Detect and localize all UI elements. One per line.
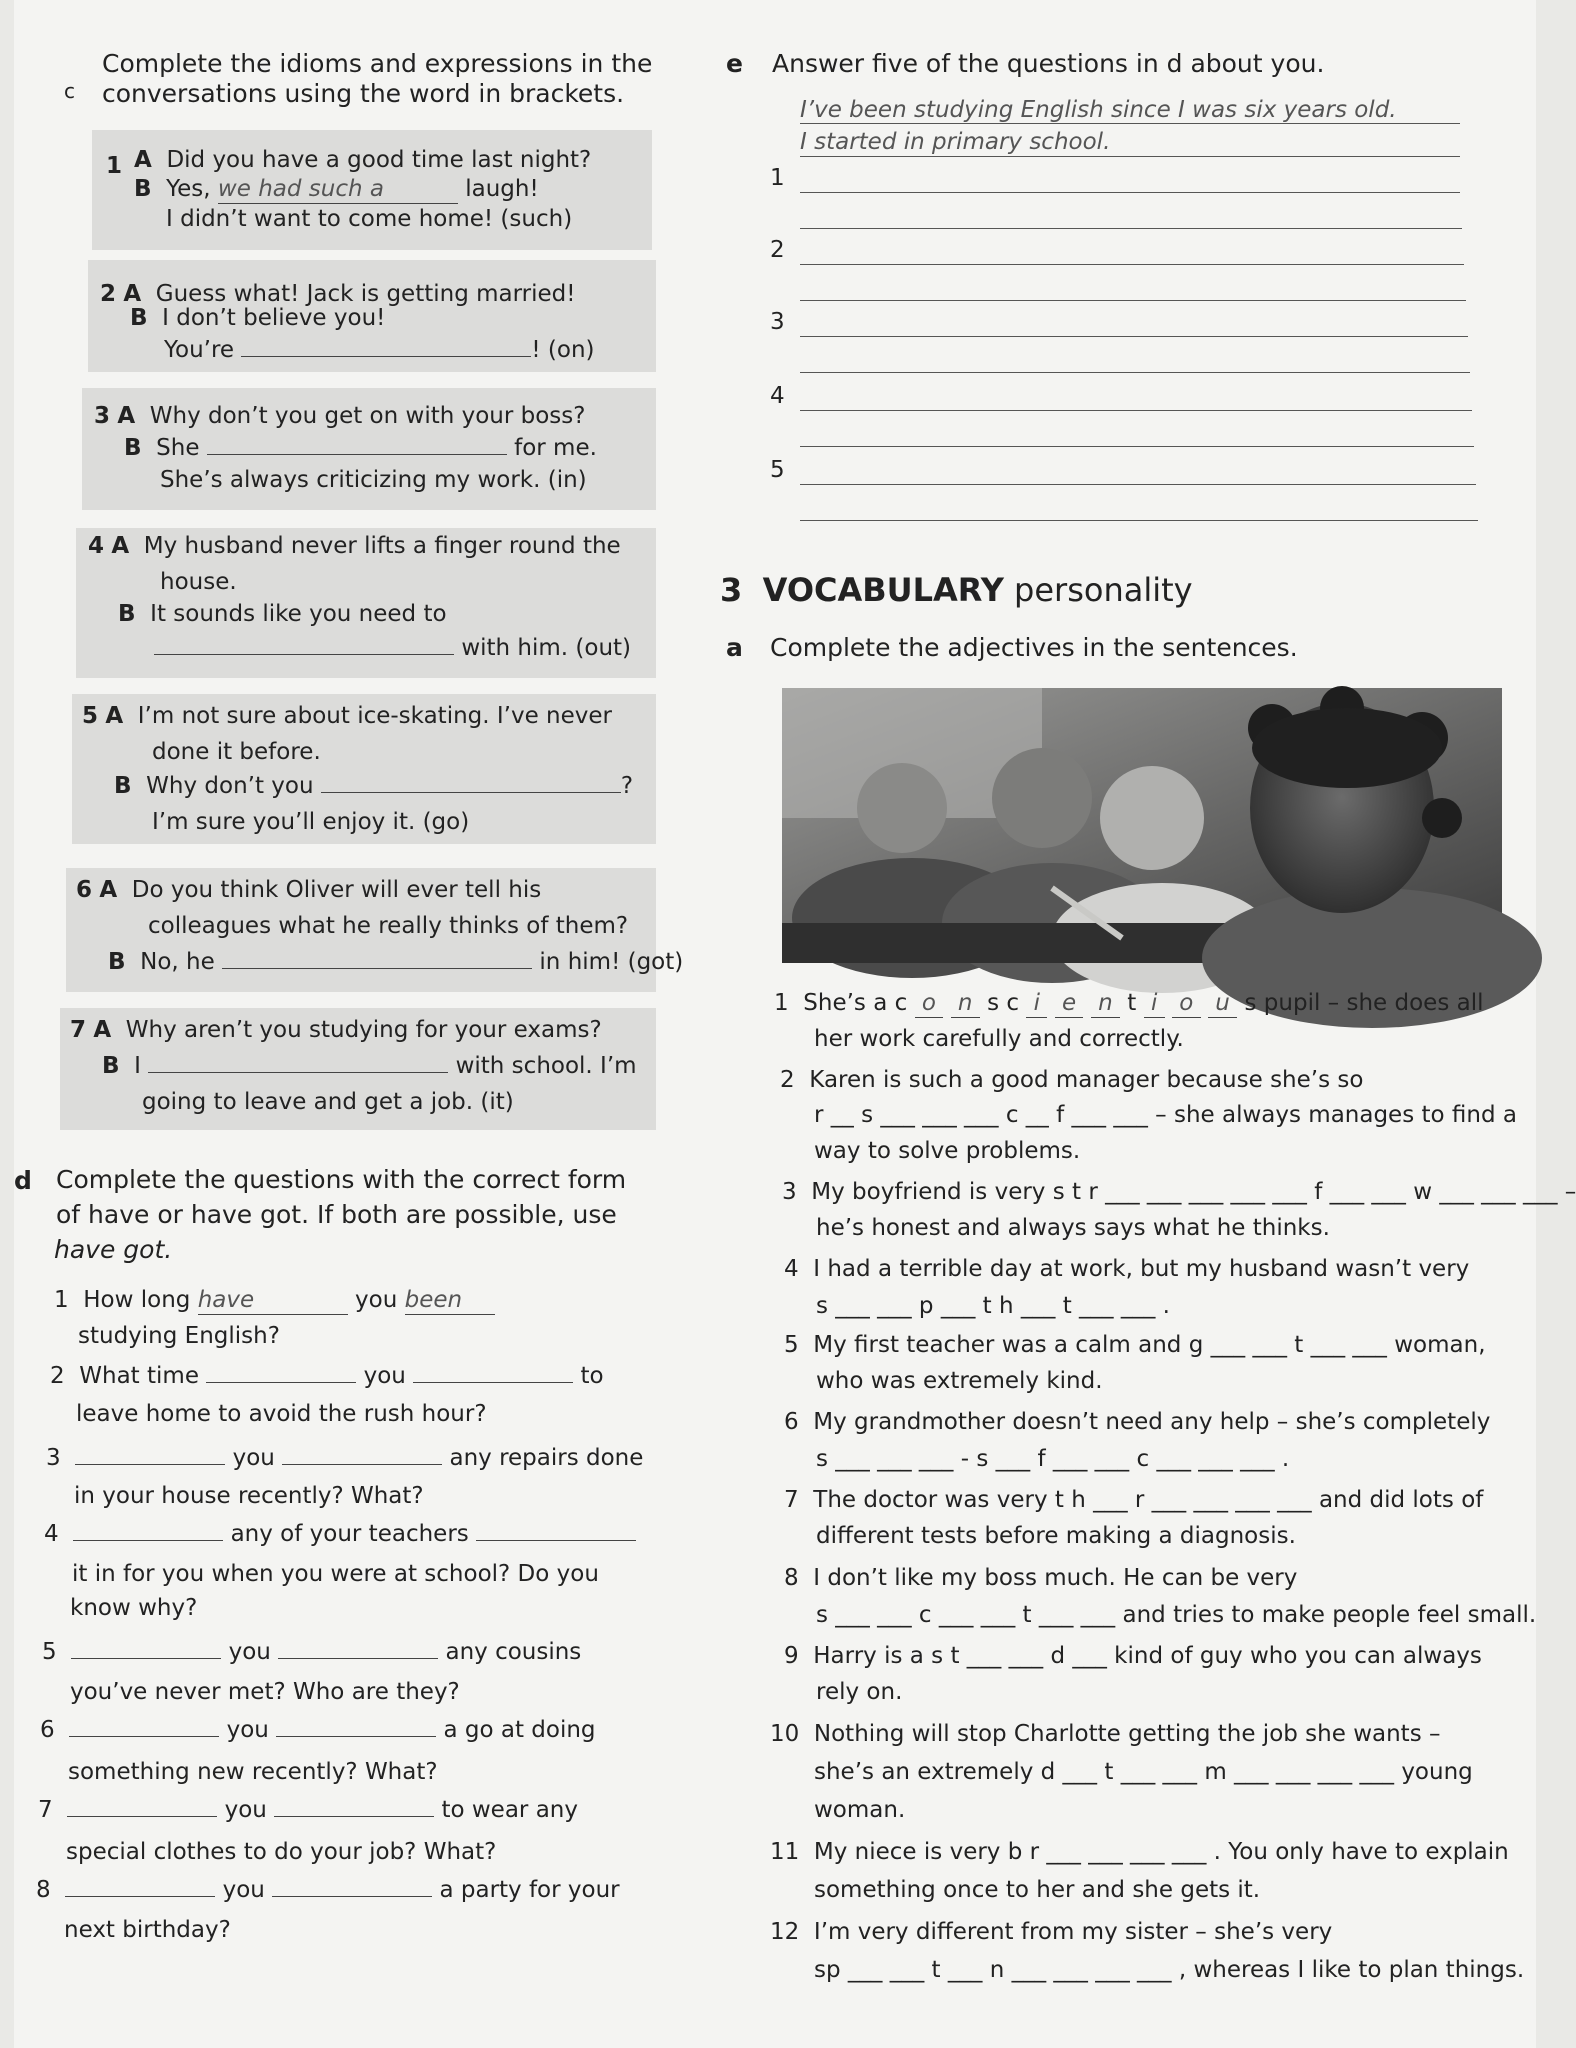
item-3-line-b: B She for me. [124, 435, 597, 461]
question-4: 4 any of your teachers [44, 1520, 636, 1548]
sentence-4: 4 I had a terrible day at work, but my husband wasn’t very [784, 1256, 1470, 1282]
classroom-photo [782, 688, 1502, 960]
question-3: 3 you any repairs done [46, 1445, 644, 1471]
answer-3-number: 3 [770, 309, 785, 335]
question-2: 2 What time you to [50, 1363, 604, 1389]
item-5-line-a: 5 A I’m not sure about ice-skating. I’ve never [82, 703, 612, 729]
item-7-extra: going to leave and get a job. (it) [142, 1089, 514, 1115]
item-3-blank[interactable] [207, 436, 507, 455]
answer-2-line[interactable] [800, 264, 1464, 265]
item-1-line-a: A Did you have a good time last night? [134, 147, 592, 173]
sentence-12: 12 I’m very different from my sister – she’s very [770, 1919, 1333, 1945]
item-7-line-a: 7 A Why aren’t you studying for your exams? [70, 1017, 602, 1043]
item-4-line-a2: house. [160, 569, 237, 595]
sentence-7-line-2: different tests before making a diagnosis. [816, 1523, 1296, 1549]
sentence-2: 2 Karen is such a good manager because she’s so [780, 1067, 1364, 1093]
item-4-line-a: 4 A My husband never lifts a finger round the [88, 533, 621, 559]
vocab-a-instruction: Complete the adjectives in the sentences. [770, 633, 1298, 662]
question-4-line-2: it in for you when you were at school? Do you [72, 1561, 599, 1587]
section-c-instruction-2: conversations using the word in brackets. [102, 79, 625, 108]
sentence-3-line-2: he’s honest and always says what he thinks. [816, 1215, 1330, 1241]
sentence-8: 8 I don’t like my boss much. He can be very [784, 1565, 1298, 1591]
sentence-4-line-2: s ___ ___ p ___ t h ___ t ___ ___ . [816, 1293, 1170, 1319]
answer-line[interactable] [800, 300, 1466, 301]
sentence-2-line-3: way to solve problems. [814, 1138, 1081, 1164]
item-5-extra: I’m sure you’ll enjoy it. (go) [152, 809, 470, 835]
sentence-3: 3 My boyfriend is very s t r ___ ___ ___ ___ ___ f ___ ___ w ___ ___ ___ – [782, 1179, 1576, 1205]
answer-line [800, 123, 1460, 124]
question-1-line-2: studying English? [78, 1323, 280, 1349]
item-3-line-a: 3 A Why don’t you get on with your boss? [94, 403, 586, 429]
item-6-line-a: 6 A Do you think Oliver will ever tell his [76, 877, 542, 903]
item-4-blank[interactable] [154, 636, 454, 655]
item-3-extra: She’s always criticizing my work. (in) [160, 467, 587, 493]
vocabulary-heading: 3 VOCABULARY personality [720, 571, 1193, 609]
section-d-instruction: Complete the questions with the correct form [56, 1165, 627, 1194]
question-1: 1 How long have you been [54, 1286, 495, 1315]
item-5-line-a2: done it before. [152, 739, 321, 765]
sentence-6: 6 My grandmother doesn’t need any help – she’s completely [784, 1409, 1491, 1435]
section-e-label: e [726, 49, 743, 78]
question-6-line-2: something new recently? What? [68, 1759, 438, 1785]
section-e-instruction: Answer five of the questions in d about you. [772, 49, 1325, 78]
item-1-answer: we had such a [218, 175, 458, 204]
item-6-line-a2: colleagues what he really thinks of them? [148, 913, 629, 939]
sentence-10-line-2: she’s an extremely d ___ t ___ ___ m ___ ___ ___ ___ young [814, 1759, 1473, 1785]
question-5-line-2: you’ve never met? Who are they? [70, 1679, 460, 1705]
question-2-line-2: leave home to avoid the rush hour? [76, 1401, 487, 1427]
example-answer-2: I started in primary school. [800, 129, 1111, 155]
sentence-11-line-2: something once to her and she gets it. [814, 1877, 1261, 1903]
sentence-12-line-2: sp ___ ___ t ___ n ___ ___ ___ ___ , whereas I like to plan things. [814, 1957, 1525, 1983]
sentence-8-line-2: s ___ ___ c ___ ___ t ___ ___ and tries to make people feel small. [816, 1602, 1537, 1628]
question-3-line-2: in your house recently? What? [74, 1483, 424, 1509]
item-2-extra: You’re ! (on) [164, 337, 595, 363]
answer-line[interactable] [800, 372, 1470, 373]
workbook-page [14, 0, 1576, 2048]
vocab-a-label: a [726, 633, 743, 662]
question-7-line-2: special clothes to do your job? What? [66, 1839, 497, 1865]
sentence-9: 9 Harry is a s t ___ ___ d ___ kind of guy who you can always [784, 1643, 1482, 1669]
item-1-number: 1 [106, 153, 123, 179]
item-2-blank[interactable] [241, 338, 531, 357]
item-6-blank[interactable] [222, 950, 532, 969]
item-7-blank[interactable] [148, 1054, 448, 1073]
question-5: 5 you any cousins [42, 1639, 582, 1665]
section-d-instruction-2: of have or have got. If both are possible, use [56, 1200, 617, 1229]
question-6: 6 you a go at doing [40, 1717, 596, 1743]
item-7-line-b: B I with school. I’m [102, 1053, 637, 1079]
section-c-instruction: Complete the idioms and expressions in the [102, 49, 653, 78]
item-5-line-b: B Why don’t you ? [114, 773, 634, 799]
sentence-10: 10 Nothing will stop Charlotte getting the job she wants – [770, 1721, 1441, 1747]
sentence-5-line-2: who was extremely kind. [816, 1368, 1103, 1394]
answer-line [800, 156, 1460, 157]
answer-5-line[interactable] [800, 484, 1476, 485]
sentence-10-line-3: woman. [814, 1797, 906, 1823]
sentence-7: 7 The doctor was very t h ___ r ___ ___ ___ ___ and did lots of [784, 1487, 1484, 1513]
question-8-line-2: next birthday? [64, 1917, 231, 1943]
sentence-6-line-2: s ___ ___ ___ - s ___ f ___ ___ c ___ ___ ___ . [816, 1446, 1290, 1472]
sentence-1: 1 She’s a c o n s c i e n t i o u s pupil – she does all [774, 990, 1484, 1016]
item-1-extra: I didn’t want to come home! (such) [166, 206, 573, 232]
sentence-11: 11 My niece is very b r ___ ___ ___ ___ . You only have to explain [770, 1839, 1509, 1865]
item-5-blank[interactable] [321, 774, 621, 793]
answer-line[interactable] [800, 228, 1462, 229]
sentence-2-line-2: r __ s ___ ___ ___ c __ f ___ ___ – she always manages to find a [814, 1102, 1517, 1128]
answer-3-line[interactable] [800, 336, 1468, 337]
item-1-line-b: B Yes, we had such a laugh! [134, 176, 539, 202]
item-2-line-b: B I don’t believe you! [130, 305, 386, 331]
answer-4-number: 4 [770, 383, 785, 409]
sentence-9-line-2: rely on. [816, 1679, 903, 1705]
answer-1-line[interactable] [800, 192, 1460, 193]
section-c-label: c [64, 79, 75, 103]
item-4-line-b: B It sounds like you need to [118, 601, 447, 627]
answer-line[interactable] [800, 520, 1478, 521]
sentence-5: 5 My first teacher was a calm and g ___ ___ t ___ ___ woman, [784, 1332, 1486, 1358]
sentence-1-line-2: her work carefully and correctly. [814, 1026, 1184, 1052]
section-d-instruction-3: have got. [54, 1235, 173, 1264]
answer-5-number: 5 [770, 457, 785, 483]
answer-line[interactable] [800, 446, 1474, 447]
section-d-label: d [14, 1166, 32, 1195]
question-4-line-3: know why? [70, 1595, 198, 1621]
answer-4-line[interactable] [800, 410, 1472, 411]
item-2-line-a: 2 A Guess what! Jack is getting married! [100, 281, 576, 307]
item-6-line-b: B No, he in him! (got) [108, 949, 684, 975]
item-4-extra: with him. (out) [154, 634, 631, 662]
question-7: 7 you to wear any [38, 1797, 578, 1823]
answer-2-number: 2 [770, 237, 785, 263]
example-answer-1: I’ve been studying English since I was six years old. [800, 97, 1397, 123]
question-8: 8 you a party for your [36, 1877, 620, 1903]
answer-1-number: 1 [770, 165, 785, 191]
